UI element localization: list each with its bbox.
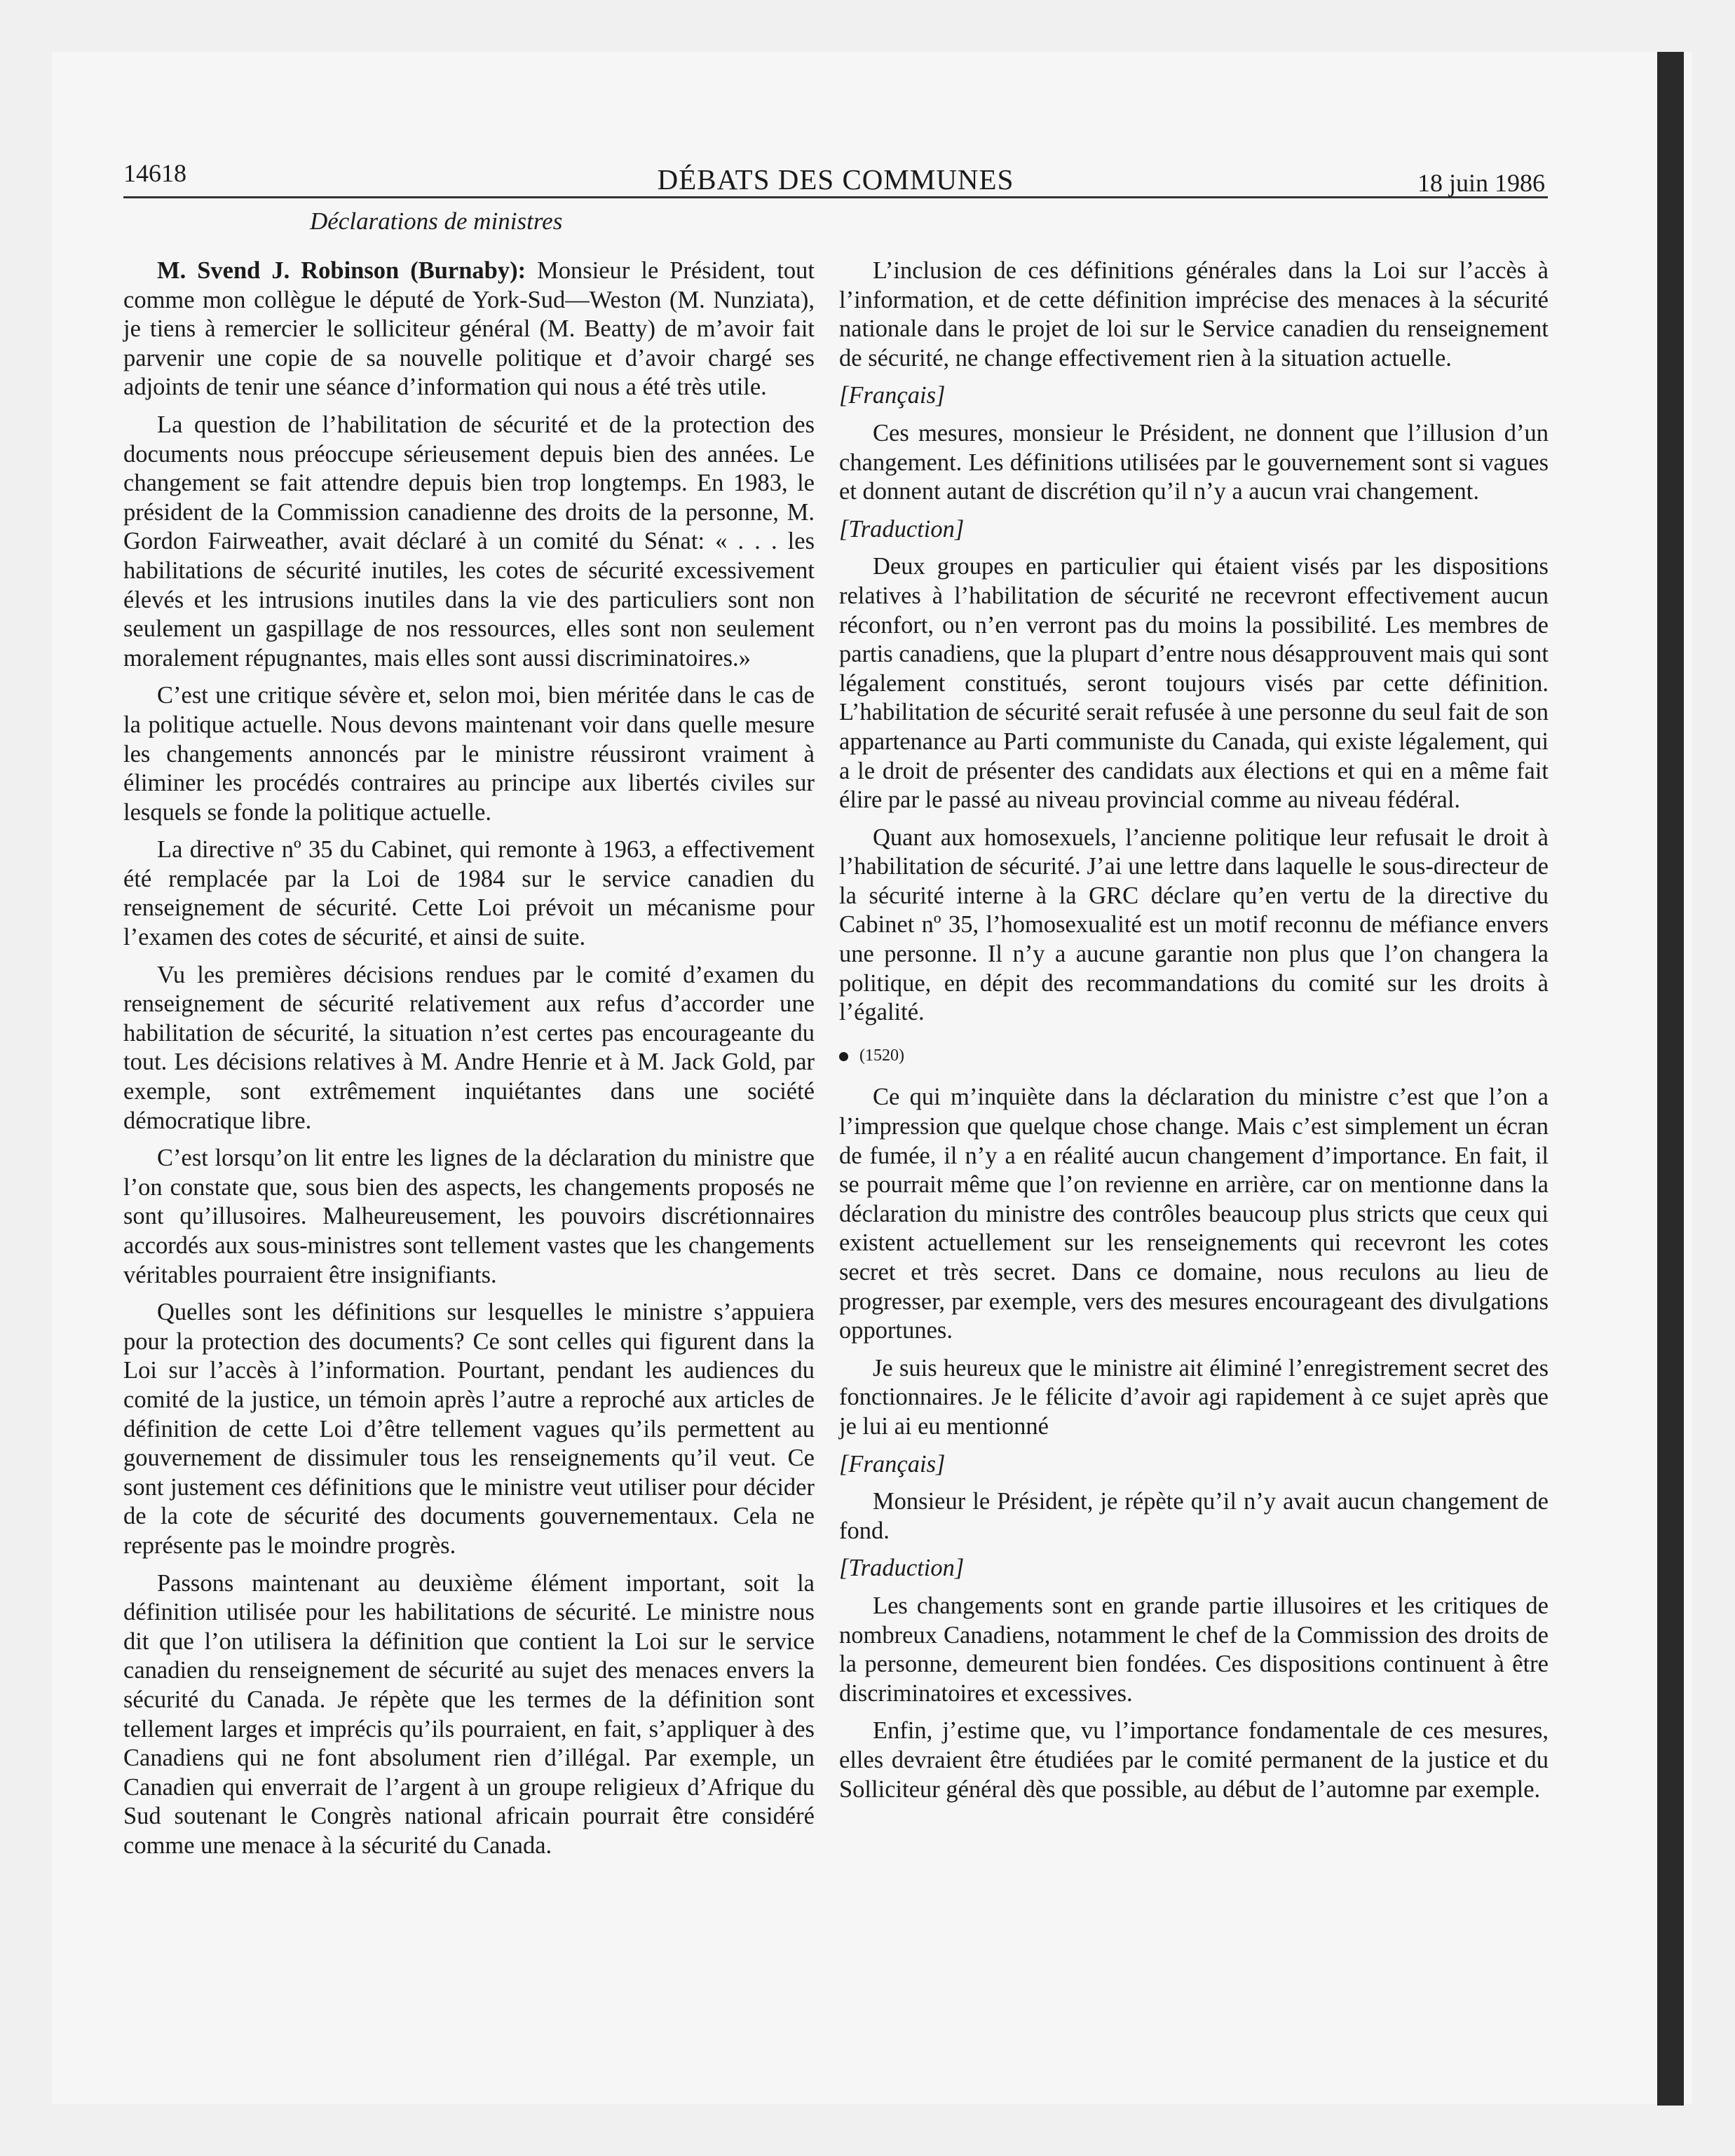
paragraph: Les changements sont en grande partie illusoires et les critiques de nombreux Canadiens, notamment le chef de la Commission des droits de la personne, demeurent bien fondées. Ces dispositions continuent à être discriminatoires et excessives.	[839, 1592, 1549, 1707]
paragraph: L’inclusion de ces définitions générales dans la Loi sur l’accès à l’information, et de cette définition imprécise des menaces à la sécurité nationale dans le projet de loi sur le Service canadien du renseignement de sécurité, ne change effectivement rien à la situation actuelle.	[839, 257, 1549, 371]
page-number: 14618	[123, 159, 186, 187]
paragraph: Quelles sont les définitions sur lesquelles le ministre s’appuiera pour la protection des documents? Ce sont celles qui figurent dans la Loi sur l’accès à l’information. Pourtant, pendant les audiences du comité de la justice, un témoin après l’autre a reproché aux articles de définition de cette Loi d’être tellement vagues qu’ils permettent au gouvernement de dissimuler tous les renseignements qu’il veut. Ce sont justement ces définitions que le ministre veut utiliser pour décider de la cote de sécurité des documents gouvernementaux. Cela ne représente pas le moindre progrès.	[123, 1299, 815, 1559]
publication-date: 18 juin 1986	[1417, 169, 1545, 197]
language-label: [Traduction]	[839, 1555, 965, 1582]
language-label: [Français]	[839, 1450, 946, 1478]
language-label: [Traduction]	[839, 515, 965, 543]
section-title: Déclarations de ministres	[310, 207, 563, 235]
paragraph: Enfin, j’estime que, vu l’importance fondamentale de ces mesures, elles devraient être étudiées par le comité permanent de la justice et du Solliciteur général dès que possible, au début de l’automne par exemple.	[839, 1717, 1549, 1803]
language-label: [Français]	[839, 382, 946, 409]
right-column	[839, 257, 1549, 1813]
paragraph: C’est une critique sévère et, selon moi, bien méritée dans le cas de la politique actuelle. Nous devons maintenant voir dans quelle mesure les changements annoncés par le ministre réussiront vraiment à éliminer les procédés contraires au principe aux libertés civiles sur lesquels se fonde la politique actuelle.	[123, 682, 815, 826]
bullet-icon	[839, 1052, 848, 1061]
paragraph: Je suis heureux que le ministre ait éliminé l’enregistrement secret des fonctionnaires. Je le félicite d’avoir agi rapidement à ce sujet après que je lui ai eu mentionné	[839, 1354, 1549, 1440]
page-header	[123, 156, 1548, 198]
paragraph-text: Monsieur le Président, tout comme mon collègue le député de York-Sud—Weston (M. Nunziata), je tiens à remercier le solliciteur général (M. Beatty) de m’avoir fait parvenir une copie de sa nouvelle politique et d’avoir chargé ses adjoints de tenir une séance d’information qui nous a été très utile.	[123, 257, 815, 401]
paragraph: C’est lorsqu’on lit entre les lignes de la déclaration du ministre que l’on constate que, sous bien des aspects, les changements proposés ne sont qu’illusoires. Malheureusement, les pouvoirs discrétionnaires accordés aux sous-ministres sont tellement vastes que les changements véritables pourraient être insignifiants.	[123, 1145, 815, 1288]
publication-title: DÉBATS DES COMMUNES	[657, 163, 1014, 196]
left-column	[123, 257, 815, 1869]
paragraph: La question de l’habilitation de sécurité et de la protection des documents nous préoccupe sérieusement depuis bien des années. Le changement se fait attendre depuis bien trop longtemps. En 1983, le président de la Commission canadienne des droits de la personne, M. Gordon Fairweather, avait déclaré à un comité du Sénat: « . . . les habilitations de sécurité inutiles, les cotes de sécurité excessivement élevés et les intrusions inutiles dans la vie des particuliers sont non seulement un gaspillage de nos ressources, elles sont non seulement moralement répugnantes, mais elles sont aussi discriminatoires.»	[123, 411, 815, 671]
paragraph: Vu les premières décisions rendues par le comité d’examen du renseignement de sécurité relativement aux refus d’accorder une habilitation de sécurité, la situation n’est certes pas encourageante du tout. Les décisions relatives à M. Andre Henrie et à M. Jack Gold, par exemple, sont extrêmement inquiétantes dans une société démocratique libre.	[123, 961, 815, 1134]
paragraph	[123, 257, 815, 402]
time-marker	[839, 1042, 1549, 1071]
paragraph: Ces mesures, monsieur le Président, ne donnent que l’illusion d’un changement. Les définitions utilisées par le gouvernement sont si vagues et donnent autant de discrétion qu’il n’y a aucun vrai changement.	[839, 419, 1549, 505]
paragraph: Monsieur le Président, je répète qu’il n’y avait aucun changement de fond.	[839, 1488, 1549, 1544]
scan-edge-bar	[1657, 52, 1684, 2106]
speaker-name: M. Svend J. Robinson (Burnaby):	[157, 257, 526, 284]
paragraph: Passons maintenant au deuxième élément important, soit la définition utilisée pour les habilitations de sécurité. Le ministre nous dit que l’on utilisera la définition que contient la Loi sur le service canadien du renseignement de sécurité au sujet des menaces envers la sécurité du Canada. Je répète que les termes de la définition sont tellement larges et imprécis qu’ils pourraient, en fait, s’appliquer à des Canadiens qui ne font absolument rien d’illégal. Par exemple, un Canadien qui enverrait de l’argent à un groupe religieux d’Afrique du Sud soutenant le Congrès national africain pourrait être considéré comme une menace à la sécurité du Canada.	[123, 1569, 815, 1859]
paragraph: La directive nº 35 du Cabinet, qui remonte à 1963, a effectivement été remplacée par la Loi de 1984 sur le service canadien du renseignement de sécurité. Cette Loi prévoit un mécanisme pour l’examen des cotes de sécurité, et ainsi de suite.	[123, 836, 815, 951]
paragraph: Quant aux homosexuels, l’ancienne politique leur refusait le droit à l’habilitation de sécurité. J’ai une lettre dans laquelle le sous-directeur de la sécurité interne à la GRC déclare qu’en vertu de la directive du Cabinet nº 35, l’homosexualité est un motif reconnu de méfiance envers une personne. Il n’y a aucune garantie non plus que l’on changera la politique, en dépit des recommandations du comité sur les droits à l’égalité.	[839, 824, 1549, 1026]
paragraph: Deux groupes en particulier qui étaient visés par les dispositions relatives à l’habilitation de sécurité ne recevront effectivement aucun réconfort, ou n’en verront pas du moins la possibilité. Les membres de partis canadiens, que la plupart d’entre nous désapprouvent mais qui sont légalement constitués, seront toujours visés par cette définition. L’habilitation de sécurité serait refusée à une personne du seul fait de son appartenance au Parti communiste du Canada, qui existe légalement, qui a le droit de présenter des candidats aux élections et qui en a même fait élire par le passé au niveau provincial comme au niveau fédéral.	[839, 553, 1549, 814]
time-marker-text: (1520)	[859, 1046, 904, 1065]
paragraph: Ce qui m’inquiète dans la déclaration du ministre c’est que l’on a l’impression que quelque chose change. Mais c’est simplement un écran de fumée, il n’y a en réalité aucun changement d’importance. En fait, il se pourrait même que l’on revienne en arrière, car on mentionne dans la déclaration du ministre des contrôles beaucoup plus stricts que ceux qui existent actuellement sur les renseignements qui recevront les cotes secret et très secret. Dans ce domaine, nous reculons au lieu de progresser, par exemple, vers des mesures encourageant des divulgations opportunes.	[839, 1084, 1549, 1344]
